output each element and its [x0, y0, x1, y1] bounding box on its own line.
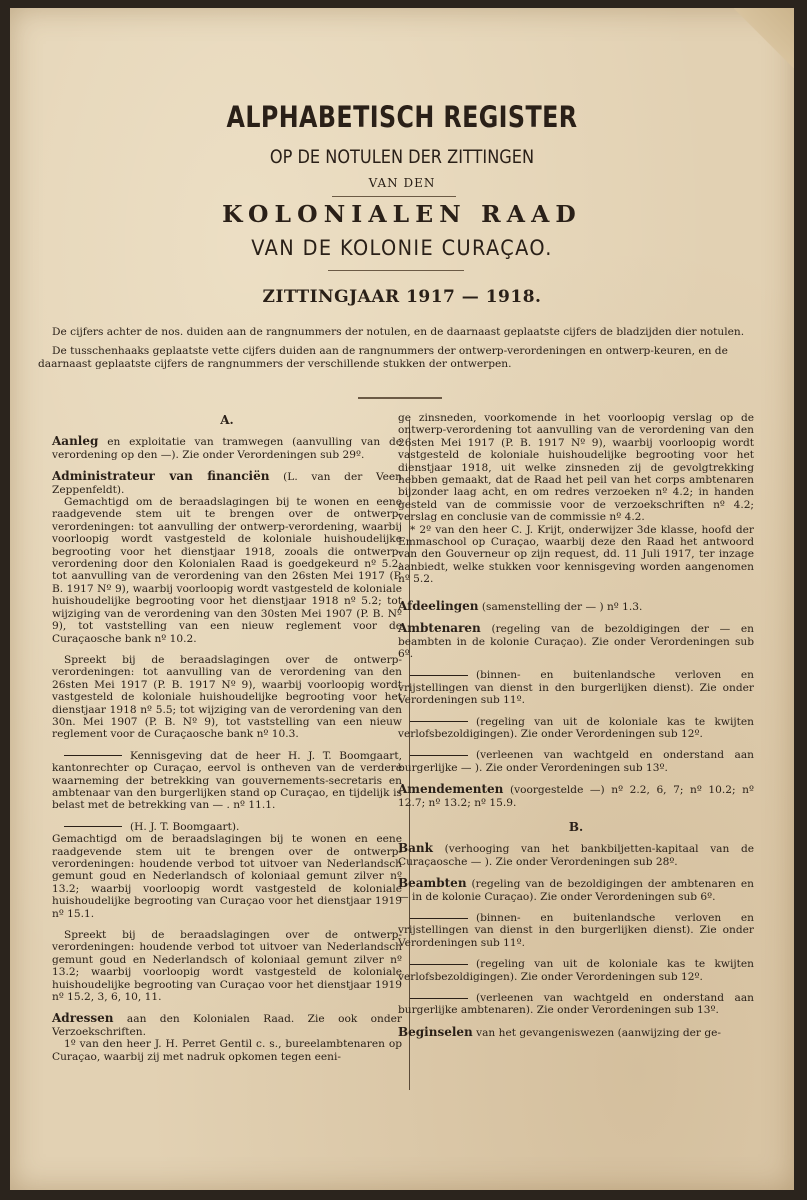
explanatory-notes — [38, 326, 784, 371]
dash-rule — [64, 755, 122, 756]
title-line-1: ALPHABETISCH REGISTER — [226, 100, 578, 134]
section-letter-b: B. — [568, 819, 584, 834]
dash-rule — [410, 675, 468, 676]
title-line-3: VAN DEN — [368, 176, 436, 190]
keyword: Beginselen — [398, 1024, 473, 1039]
dash-rule — [410, 998, 468, 999]
left-column — [52, 414, 402, 1063]
entry-aanleg: Aanleg en exploitatie van tramwegen (aanvulling van de verordening op den —). Zie onder Verordeningen sub 29º. — [52, 434, 402, 461]
entry-beambten: Beambten (regeling van de bezoldigingen der ambtenaren en — in de kolonie Curaçao). Zie onder Verordeningen sub 6º. — [398, 876, 754, 903]
entry-paragraph: 1º van den heer J. H. Perret Gentil c. s., bureelambtenaren op Curaçao, waarbij zij met nadruk opkomen tegen eeni- — [52, 1038, 402, 1063]
document-page — [10, 8, 794, 1190]
right-column — [398, 412, 754, 1039]
entry-ambtenaren-sub: (verleenen van wachtgeld en onderstand aan burgerlijke — ). Zie onder Verordeningen sub 13º. — [398, 749, 754, 774]
entry-ambtenaren: Ambtenaren (regeling van de bezoldigingen der — en beambten in de kolonie Curaçao). Zie onder Verordeningen sub 6º. — [398, 621, 754, 660]
title-line-5: VAN DE KOLONIE CURAÇAO. — [251, 236, 553, 260]
dash-rule — [64, 826, 122, 827]
keyword: Amendementen — [398, 782, 504, 797]
entry-adressen: Adressen aan den Kolonialen Raad. Zie ook onder Verzoekschriften. — [52, 1011, 402, 1038]
keyword: Administrateur van financiën — [52, 469, 270, 484]
entry-bank: Bank (verhooging van het bankbiljetten-kapitaal van de Curaçaosche — ). Zie onder Verordeningen sub 28º. — [398, 841, 754, 868]
folded-corner — [734, 8, 794, 68]
entry-beginselen: Beginselen van het gevangeniswezen (aanwijzing der ge- — [398, 1024, 721, 1039]
entry-paragraph: Gemachtigd om de beraadslagingen bij te wonen en eene raadgevende stem uit te brengen over de ontwerp-verordeningen: houdende verbod tot uitvoer van Nederlandsch gemunt goud en Nederlandsch of koloniaal gemunt zilver nº 13.2; waarbij voorloopig wordt vastgesteld de koloniale huishoudelijke begrooting van Curaçao voor het dienstjaar 1919 nº 15.1. — [52, 833, 402, 920]
entry-paragraph: Gemachtigd om de beraadslagingen bij te wonen en eene raadgevende stem uit te brengen over de ontwerp-verordeningen: tot aanvulling der ontwerp-verordening, waarbij voorloopig wordt vastgesteld de koloniale huishoudelijke begrooting voor het dienstjaar 1918, zooals die ontwerp-verordening door den Kolonialen Raad is goedgekeurd nº 5.2; tot aanvulling van de verordening van den 26sten Mei 1917 (P. B. 1917 Nº 9), waarbij voorloopig wordt vastgesteld de koloniale huishoudelijke begrooting voor het dienstjaar 1918 nº 5.2; tot wijziging van de verordening van den 30sten Mei 1907 (P. B. Nº 9), tot vaststelling van een nieuw reglement voor de Curaçaosche bank nº 10.2. — [52, 496, 402, 645]
keyword: Aanleg — [52, 434, 99, 449]
keyword: Afdeelingen — [398, 598, 479, 613]
title-rule-2 — [328, 270, 464, 271]
note-paragraph-2: De tusschenhaaks geplaatste vette cijfers duiden aan de rangnummers der ontwerp-verordeningen en ontwerp-keuren, en de daarnaast geplaatste cijfers de rangnummers der verschillende stukken der ontwerpen. — [38, 345, 728, 370]
entry-beambten-sub: (binnen- en buitenlandsche verloven en vrijstellingen van dienst in den burgerlijken dienst). Zie onder Verordeningen sub 11º. — [398, 912, 754, 949]
entry-paragraph: * 2º van den heer C. J. Krijt, onderwijzer 3de klasse, hoofd der Emmaschool op Curaçao, waarbij deze den Raad het antwoord van den Gouverneur op zijn request, dd. 11 Juli 1917, ter inzage aanbiedt, welke stukken voor kennisgeving worden aangenomen nº 5.2. — [398, 523, 754, 586]
entry-administrateur: Administrateur van financiën (L. van der Veen Zeppenfeldt). — [52, 469, 402, 496]
entry-beambten-sub: (regeling van uit de koloniale kas te kwijten verlofsbezoldigingen). Zie onder Verordeningen sub 12º. — [398, 958, 754, 983]
entry-kennisgeving: Kennisgeving dat de heer H. J. T. Boomgaart, kantonrechter op Curaçao, eervol is ontheven van de verdere waarneming der betrekking van gouvernements-secretaris en ambtenaar van den burgerlijken stand op Curaçao, en tijdelijk is belast met de betrekking van — . nº 11.1. — [52, 749, 402, 812]
entry-beambten-sub: (verleenen van wachtgeld en onderstand aan burgerlijke ambtenaren). Zie onder Verordeningen sub 13º. — [398, 992, 754, 1017]
entry-paragraph: Spreekt bij de beraadslagingen over de ontwerp-verordeningen: tot aanvulling van de verordening van den 26sten Mei 1917 (P. B. 1917 Nº 9), waarbij voorloopig wordt vastgesteld de koloniale huishoudelijke begrooting voor het dienstjaar 1918 nº 5.5; tot wijziging van de verordening van den 30n. Mei 1907 (P. B. Nº 9), tot vaststelling van een nieuw reglement voor de Curaçaosche bank nº 10.3. — [52, 653, 402, 741]
keyword: Bank — [398, 841, 433, 856]
entry-ambtenaren-sub: (regeling van uit de koloniale kas te kwijten verlofsbezoldigingen). Zie onder Verordeningen sub 12º. — [398, 715, 754, 740]
keyword: Adressen — [52, 1011, 114, 1026]
session-year: ZITTINGJAAR 1917 — 1918. — [262, 287, 542, 307]
entry-paragraph: Spreekt bij de beraadslagingen over de ontwerp-verordeningen: houdende verbod tot uitvoer van Nederlandsch gemunt goud en Nederlandsch of koloniaal gemunt zilver nº 13.2; waarbij voorloopig wordt vastgesteld de koloniale huishoudelijke begrooting van Curaçao voor het dienstjaar 1919 nº 15.2, 3, 6, 10, 11. — [52, 929, 402, 1004]
entry-boomgaart: (H. J. T. Boomgaart). — [52, 821, 402, 833]
entry-amendementen: Amendementen (voorgestelde —) nº 2.2, 6, 7; nº 10.2; nº 12.7; nº 13.2; nº 15.9. — [398, 782, 754, 809]
title-line-4: KOLONIALEN RAAD — [222, 201, 582, 228]
note-paragraph-1: De cijfers achter de nos. duiden aan de rangnummers der notulen, en de daarnaast geplaatste cijfers de bladzijden dier notulen. — [52, 326, 745, 338]
dash-rule — [410, 964, 468, 965]
notes-rule — [358, 397, 442, 399]
keyword: Ambtenaren — [398, 621, 481, 636]
section-letter-a: A. — [220, 413, 234, 427]
entry-afdeelingen: Afdeelingen (samenstelling der — ) nº 1.3. — [398, 598, 643, 613]
dash-rule — [410, 755, 468, 756]
entry-paragraph: ge zinsneden, voorkomende in het voorloopig verslag op de ontwerp-verordening tot aanvulling van de verordening van den 26sten Mei 1917 (P. B. 1917 Nº 9), waarbij voorloopig wordt vastgesteld de koloniale huishoudelijke begrooting voor het dienstjaar 1918, uit welke zinsneden zij de gevolgtrekking hebben gemaakt, dat de Raad het peil van het corps ambtenaren bijzonder laag acht, en om redres verzoeken nº 4.2; in handen gesteld van de commissie voor de verzoekschriften nº 4.2; verslag en conclusie van de commissie nº 4.2. — [398, 412, 754, 524]
title-rule-1 — [332, 196, 456, 197]
keyword: Beambten — [398, 876, 467, 891]
title-line-2: OP DE NOTULEN DER ZITTINGEN — [269, 146, 535, 168]
dash-rule — [410, 721, 468, 722]
entry-ambtenaren-sub: (binnen- en buitenlandsche verloven en vrijstellingen van dienst in den burgerlijken dienst). Zie onder Verordeningen sub 11º. — [398, 669, 754, 707]
dash-rule — [410, 918, 468, 919]
